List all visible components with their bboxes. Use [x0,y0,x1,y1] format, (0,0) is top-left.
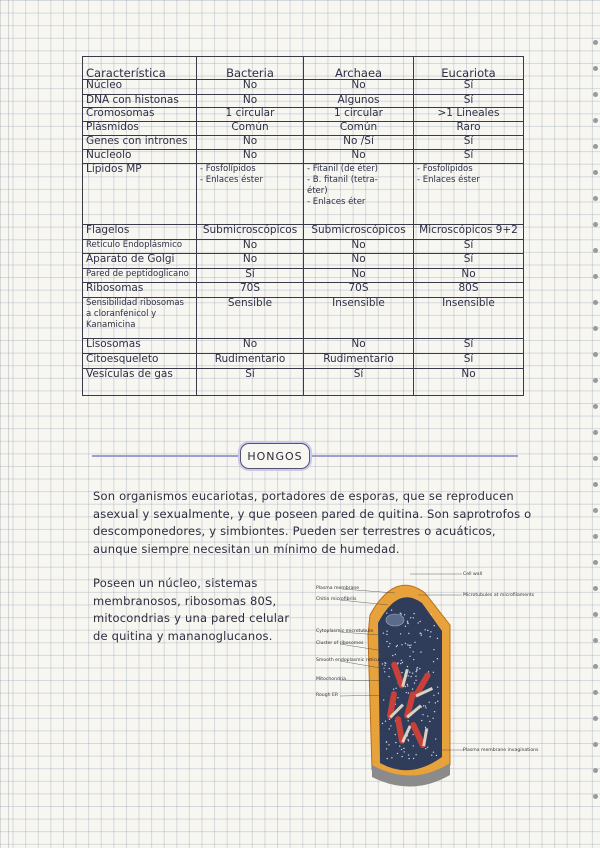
ribosome-dot [391,609,392,610]
table-row [83,283,524,298]
cell-bacteria: Sí [197,369,304,396]
cell-eucariota: 80S [414,283,524,298]
ribosome-dot [383,699,384,700]
ribosome-dot [431,614,432,615]
cell-bacteria: No [197,240,304,254]
binding-hole [593,742,598,747]
cell-feature: Vesículas de gas [83,369,197,396]
fungal-hypha-diagram [300,565,539,790]
header-eucariota: Eucariota [414,57,524,80]
ribosome-dot [414,682,415,683]
cell-eucariota: Sí [414,240,524,254]
cell-eucariota: Raro [414,122,524,136]
header-feature: Característica [83,57,197,80]
cell-feature: Lisosomas [83,339,197,354]
cell-eucariota: Sí [414,339,524,354]
ribosome-dot [428,671,429,672]
table-row [83,240,524,254]
ribosome-dot [407,622,408,623]
cell-feature: Núcleo [83,80,197,95]
ribosome-dot [413,617,414,618]
ribosome-dot [388,646,389,647]
cell-archaea: No [304,339,414,354]
ribosome-dot [399,745,400,746]
diagram-labels-right [463,571,539,753]
binding-hole [593,118,598,123]
cell-eucariota: Sí [414,354,524,369]
cell-feature: Ribosomas [83,283,197,298]
ribosome-dot [417,622,418,623]
ribosome-dot [392,655,393,656]
binding-hole [593,560,598,565]
cell-bacteria: Sensible [197,298,304,339]
ribosome-dot [409,671,410,672]
ribosome-dot [405,626,406,627]
banner-line-left [92,455,240,457]
binding-hole [593,404,598,409]
ribosome-dot [437,638,438,639]
binding-hole [593,378,598,383]
ribosome-dot [424,629,425,630]
binding-hole [593,508,598,513]
ribosome-dot [421,635,422,636]
cell-bacteria: Rudimentario [197,354,304,369]
ribosome-dot [383,632,384,633]
table-row [83,225,524,240]
cell-eucariota: Microscópicos 9+2 [414,225,524,240]
cell-archaea: No [304,269,414,283]
table-row [83,339,524,354]
cell-feature: Genes con intrones [83,136,197,150]
diagram-label: Microtubules at microfilaments [463,593,535,598]
ribosome-dot [415,754,416,755]
ribosome-dot [408,633,409,634]
ribosome-dot [429,721,430,722]
ribosome-dot [437,701,438,702]
margin-line [8,0,9,848]
ribosome-dot [386,741,387,742]
ribosome-dot [432,718,433,719]
cell-archaea: No [304,254,414,269]
ribosome-dot [433,751,434,752]
ribosome-dot [407,621,408,622]
binding-hole [593,586,598,591]
ribosome-dot [435,738,436,739]
cell-feature: DNA con histonas [83,95,197,108]
ribosome-dot [433,672,434,673]
diagram-label: Mitochondria [316,677,346,682]
ribosome-dot [401,749,402,750]
table-row [83,80,524,95]
binding-hole [593,534,598,539]
cell-feature: Pared de peptidoglicano [83,269,197,283]
ribosome-dot [408,754,409,755]
ribosome-dot [415,671,416,672]
ribosome-dot [430,631,431,632]
cell-feature: Flagelos [83,225,197,240]
binding-hole [593,482,598,487]
ribosome-dot [386,641,387,642]
ribosome-dot [413,613,414,614]
ribosome-dot [400,633,401,634]
ribosome-dot [400,663,401,664]
diagram-label: Smooth endoplasmic reticulum [316,658,388,663]
cell-bacteria: No [197,339,304,354]
binding-hole [593,794,598,799]
ribosome-dot [433,695,434,696]
ribosome-dot [412,734,413,735]
ribosome-dot [409,647,410,648]
header-archaea: Archaea [304,57,414,80]
ribosome-dot [414,642,415,643]
ribosome-dot [404,614,405,615]
ribosome-dot [393,688,394,689]
binding-hole [593,690,598,695]
ribosome-dot [415,680,416,681]
binding-hole [593,326,598,331]
ribosome-dot [407,685,408,686]
binding-hole [593,196,598,201]
ribosome-dot [422,714,423,715]
cell-eucariota: Sí [414,80,524,95]
ribosome-dot [420,632,421,633]
binding-hole [593,638,598,643]
ribosome-dot [417,667,418,668]
ribosome-dot [407,644,408,645]
ribosome-dot [407,666,408,667]
table-row [83,150,524,164]
ribosome-dot [434,711,435,712]
cell-bacteria: No [197,95,304,108]
ribosome-dot [427,747,428,748]
ribosome-dot [405,643,406,644]
ribosome-dot [425,727,426,728]
table-row [83,254,524,269]
ribosome-dot [425,705,426,706]
ribosome-dot [401,644,402,645]
ribosome-dot [425,748,426,749]
ribosome-dot [419,621,420,622]
ribosome-dot [421,720,422,721]
cell-bacteria: No [197,254,304,269]
cell-feature: Sensibilidad ribosomas a cloranfenicol y Kanamicina [83,298,197,339]
cell-bacteria: 1 circular [197,108,304,122]
cell-archaea: Sí [304,369,414,396]
section-title: HONGOS [240,443,310,469]
ribosome-dot [431,755,432,756]
binding-hole [593,222,598,227]
ribosome-dot [409,656,410,657]
paragraph-structure: Poseen un núcleo, sistemas membranosos, ribosomas 80S, mitocondrias y una pared celular de quitina y mananoglucanos. [93,576,290,643]
ribosome-dot [437,686,438,687]
cell-archaea: - Fitanil (de éter) - B. fitanil (tetra- éter) - Enlaces éter [304,164,414,225]
binding-hole [593,300,598,305]
ribosome-dot [412,688,413,689]
ribosome-dot [419,668,420,669]
table-row [83,164,524,225]
table-row [83,354,524,369]
ribosome-dot [435,702,436,703]
binding-hole [593,456,598,461]
binding-hole [593,144,598,149]
cell-bacteria: No [197,136,304,150]
ribosome-dot [403,751,404,752]
table-row [83,369,524,396]
ribosome-dot [401,660,402,661]
cell-archaea: Insensible [304,298,414,339]
ribosome-dot [401,756,402,757]
cell-feature: Plásmidos [83,122,197,136]
ribosome-dot [425,707,426,708]
ribosome-dot [397,753,398,754]
ribosome-dot [415,675,416,676]
cell-eucariota: >1 Lineales [414,108,524,122]
ribosome-dot [407,675,408,676]
ribosome-dot [396,646,397,647]
cell-bacteria: No [197,80,304,95]
cell-feature: Aparato de Golgi [83,254,197,269]
binding-hole [593,92,598,97]
cell-archaea: Submicroscópicos [304,225,414,240]
ribosome-dot [388,668,389,669]
ribosome-dot [409,645,410,646]
cell-bacteria: 70S [197,283,304,298]
cell-feature: Retículo Endoplásmico [83,240,197,254]
ribosome-dot [382,663,383,664]
ribosome-dot [395,742,396,743]
ribosome-dot [413,659,414,660]
ribosome-dot [412,651,413,652]
cell-archaea: No [304,150,414,164]
ribosome-dot [389,643,390,644]
cell-eucariota: Sí [414,150,524,164]
ribosome-dot [407,720,408,721]
ribosome-dot [395,734,396,735]
cell-feature: Cromosomas [83,108,197,122]
cell-eucariota: No [414,269,524,283]
diagram-label: Cluster of ribosomes [316,641,364,646]
diagram-label: Plasma membrane [316,586,360,591]
ribosome-dot [413,758,414,759]
ribosome-dot [410,645,411,646]
ribosome-dot [401,672,402,673]
ribosome-dot [386,634,387,635]
ribosome-dot [386,612,387,613]
binding-hole [593,664,598,669]
diagram-label: Rough ER [316,693,339,698]
ribosome-dot [407,684,408,685]
cell-bacteria: Submicroscópicos [197,225,304,240]
ribosome-dot [436,755,437,756]
ribosome-dot [423,705,424,706]
ribosome-dot [408,758,409,759]
ribosome-dot [397,697,398,698]
ribosome-dot [385,721,386,722]
cell-archaea: Común [304,122,414,136]
ribosome-dot [386,758,387,759]
binding-holes [592,40,598,840]
ribosome-dot [382,723,383,724]
ribosome-dot [403,748,404,749]
ribosome-dot [438,693,439,694]
ribosome-dot [395,654,396,655]
nucleus-shape [386,614,404,626]
cell-archaea: Algunos [304,95,414,108]
ribosome-dot [429,701,430,702]
table-row [83,298,524,339]
cell-feature: Citoesqueleto [83,354,197,369]
ribosome-dot [408,692,409,693]
ribosome-dot [406,692,407,693]
ribosome-dot [427,630,428,631]
ribosome-dot [397,662,398,663]
binding-hole [593,352,598,357]
ribosome-dot [384,671,385,672]
cell-bacteria: Común [197,122,304,136]
table-header-row [83,57,524,80]
ribosome-dot [390,725,391,726]
header-bacteria: Bacteria [197,57,304,80]
ribosome-dot [410,617,411,618]
ribosome-dot [433,649,434,650]
diagram-label: Cell wall [463,572,483,577]
binding-hole [593,170,598,175]
diagram-label: Cytoplasmic microtubule [316,629,374,634]
cell-archaea: 1 circular [304,108,414,122]
ribosome-dot [434,625,435,626]
ribosome-dot [407,739,408,740]
table-row [83,269,524,283]
cell-feature: Nucleolo [83,150,197,164]
ribosome-dot [391,757,392,758]
ribosome-dot [402,662,403,663]
diagram-label: Chitin microfibrils [316,597,357,602]
banner-line-right [308,455,518,457]
cell-archaea: No [304,240,414,254]
cell-archaea: Rudimentario [304,354,414,369]
binding-hole [593,66,598,71]
diagram-label: Plasma membrane invaginations [463,748,539,753]
ribosome-dot [437,658,438,659]
cell-archaea: No [304,80,414,95]
ribosome-dot [397,645,398,646]
table-row [83,108,524,122]
paragraph-intro: Son organismos eucariotas, portadores de esporas, que se reproducen asexual y sexualmente, y que poseen pared de quitina. Son saprotrofos o descomponedores, y simbiontes. Pueden ser terrestres o acuáticos, aunque siempre necesitan un mínimo de humedad. [93,489,532,556]
cell-archaea: 70S [304,283,414,298]
binding-hole [593,40,598,45]
cell-feature: Lípidos MP [83,164,197,225]
cell-eucariota: Sí [414,254,524,269]
binding-hole [593,612,598,617]
cell-eucariota: Insensible [414,298,524,339]
cell-eucariota: Sí [414,95,524,108]
ribosome-dot [400,613,401,614]
ribosome-dot [427,715,428,716]
binding-hole [593,768,598,773]
binding-hole [593,716,598,721]
binding-hole [593,430,598,435]
ribosome-dot [433,661,434,662]
cell-bacteria: Sí [197,269,304,283]
table-row [83,136,524,150]
ribosome-dot [386,631,387,632]
cell-eucariota: - Fosfolípidos - Enlaces éster [414,164,524,225]
table-row [83,122,524,136]
ribosome-dot [405,686,406,687]
binding-hole [593,274,598,279]
ribosome-dot [413,745,414,746]
ribosome-dot [416,669,417,670]
cell-bacteria: No [197,150,304,164]
ribosome-dot [388,744,389,745]
ribosome-dot [389,728,390,729]
ribosome-dot [412,673,413,674]
ribosome-dot [388,676,389,677]
ribosome-dot [408,740,409,741]
cell-bacteria: - Fosfolípidos - Enlaces éster [197,164,304,225]
cell-archaea: No /Sí [304,136,414,150]
ribosome-dot [410,676,411,677]
binding-hole [593,248,598,253]
ribosome-dot [395,688,396,689]
cell-eucariota: Sí [414,136,524,150]
ribosome-dot [386,748,387,749]
comparison-table [82,56,524,396]
cell-eucariota: No [414,369,524,396]
ribosome-dot [429,636,430,637]
ribosome-dot [420,651,421,652]
table-row [83,95,524,108]
ribosome-dot [384,665,385,666]
